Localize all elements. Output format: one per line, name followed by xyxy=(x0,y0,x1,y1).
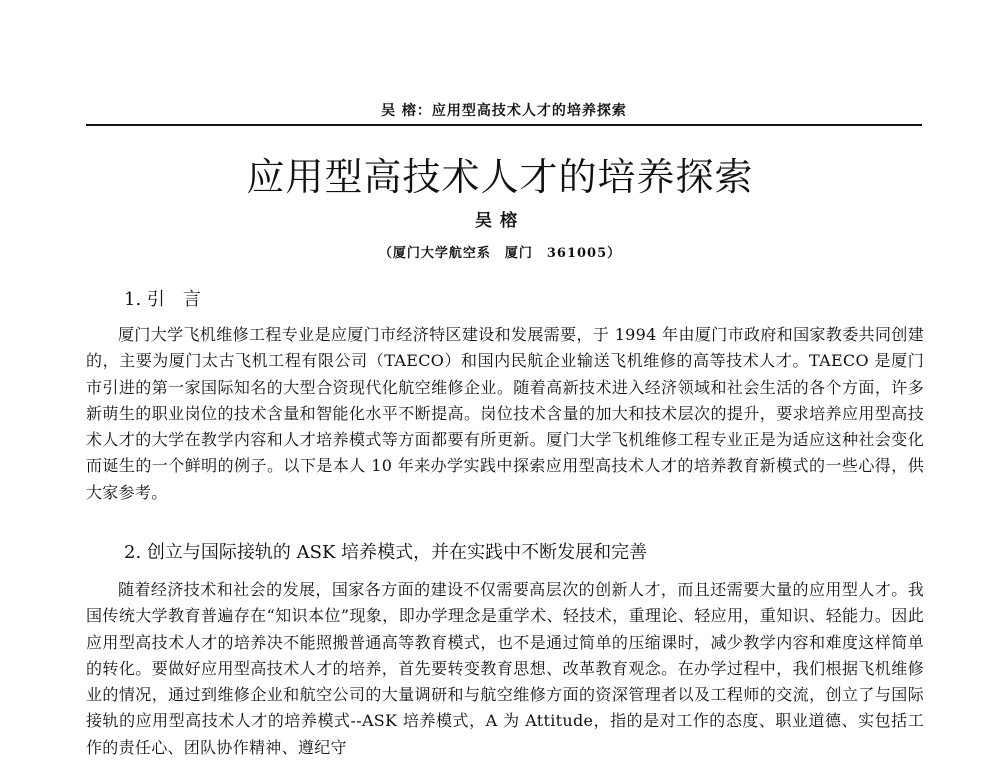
header-rule xyxy=(86,124,922,126)
running-header: 吴 榕：应用型高技术人才的培养探索 xyxy=(381,103,627,119)
author-name: 吴榕 xyxy=(475,211,525,231)
author-affiliation: （厦门大学航空系 厦门 361005） xyxy=(378,246,622,261)
section-paragraph-ask-model: 随着经济技术和社会的发展，国家各方面的建设不仅需要高层次的创新人才，而且还需要大量的应用型人才。我国传统大学教育普遍存在“知识本位”现象，即办学理念是重学术、轻技术，重理论、轻应用，重知识、轻能力。因此应用型高技术人才的培养决不能照搬普通高等教育模式，也不是通过简单的压缩课时，减少教学内容和难度这样简单的转化。要做好应用型高技术人才的培养，首先要转变教育思想、改革教育观念。在办学过程中，我们根据飞机维修业的情况，通过到维修企业和航空公司的大量调研和与航空维修方面的资深管理者以及工程师的交流，创立了与国际接轨的应用型高技术人才的培养模式--ASK 培养模式，A 为 Attitude，指的是对工作的态度、职业道德、实包括工作的责任心、团队协作精神、遵纪守 xyxy=(86,580,924,757)
section-paragraph-introduction: 厦门大学飞机维修工程专业是应厦门市经济特区建设和发展需要，于 1994 年由厦门市政府和国家教委共同创建的，主要为厦门太古飞机工程有限公司（TAECO）和国内民航企业输送飞机维修的高等技术人才。TAECO 是厦门市引进的第一家国际知名的大型合资现代化航空维修企业。随着高新技术进入经济领域和社会生活的各个方面，许多新萌生的职业岗位的技术含量和智能化水平不断提高。岗位技术含量的加大和技术层次的提升，要求培养应用型高技术人才的大学在教学内容和人才培养模式等方面都要有所更新。厦门大学飞机维修工程专业正是为适应这种社会变化而诞生的一个鲜明的例子。以下是本人 10 年来办学实践中探索应用型高技术人才的培养教育新模式的一些心得，供大家参考。 xyxy=(86,325,924,502)
section-heading-introduction: 1. 引 言 xyxy=(124,289,201,310)
paper-title: 应用型高技术人才的培养探索 xyxy=(246,155,754,199)
section-heading-ask-model: 2. 创立与国际接轨的 ASK 培养模式，并在实践中不断发展和完善 xyxy=(124,542,648,563)
